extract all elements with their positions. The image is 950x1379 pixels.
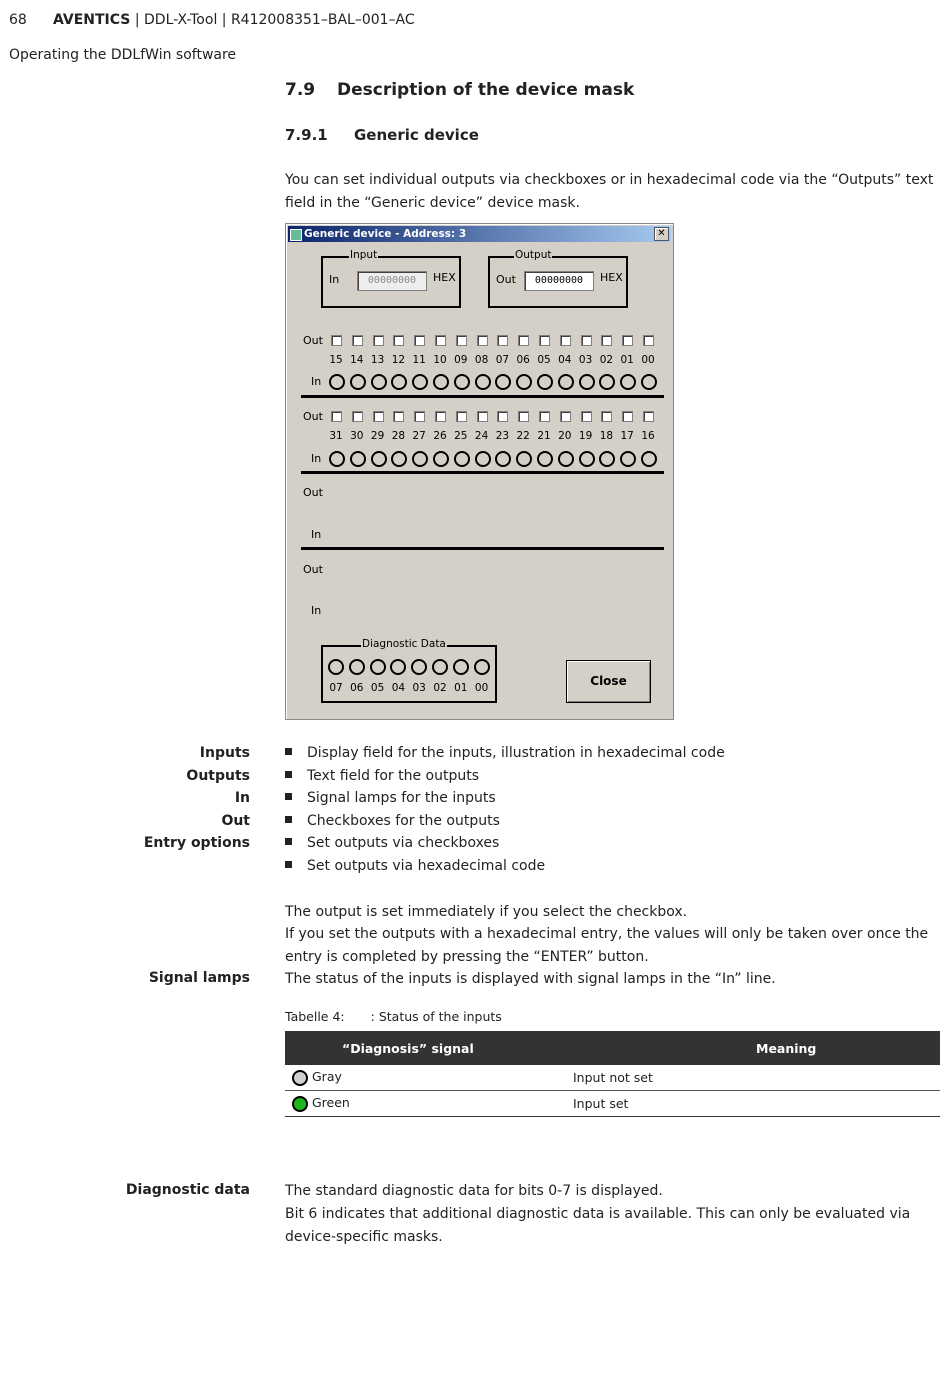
bit-number: 00: [641, 354, 655, 366]
bit-number: 14: [350, 354, 364, 366]
input-lamp-15: [329, 374, 345, 390]
output-checkbox-20[interactable]: [560, 411, 571, 422]
output-checkbox-12[interactable]: [393, 335, 404, 346]
input-lamp-08: [475, 374, 491, 390]
output-checkbox-08[interactable]: [477, 335, 488, 346]
label-in: In: [234, 790, 250, 806]
signal-lamps-text: The status of the inputs is displayed with signal lamps in the “In” line.: [285, 971, 776, 987]
input-lamp-29: [371, 451, 387, 467]
diagnostic-lamp-03: [411, 659, 427, 675]
input-lamp-24: [475, 451, 491, 467]
heading-2-text: Generic device: [354, 126, 479, 144]
label-entry-options: Entry options: [143, 835, 250, 851]
meaning-cell: Input set: [572, 1091, 940, 1117]
bit-number: 28: [391, 430, 406, 442]
output-checkbox-13[interactable]: [373, 335, 384, 346]
bullet-square-icon: [285, 771, 292, 778]
generic-device-dialog: [285, 223, 674, 720]
input-hex-display: 00000000: [357, 271, 427, 291]
input-lamp-06: [516, 374, 532, 390]
output-checkbox-31[interactable]: [331, 411, 342, 422]
bit-number: 27: [412, 430, 426, 442]
section-title: Operating the DDLfWin software: [9, 47, 237, 63]
input-lamp-02: [599, 374, 615, 390]
bullet-text: Text field for the outputs: [307, 768, 480, 784]
bit-number: 15: [329, 354, 343, 366]
diagnostic-bit-number: 04: [391, 682, 406, 694]
diagnostic-bit-number: 07: [329, 682, 343, 694]
output-checkbox-28[interactable]: [393, 411, 404, 422]
bullet-text: Display field for the inputs, illustration in hexadecimal code: [307, 745, 725, 761]
label-diagnostic-data: Diagnostic data: [125, 1182, 250, 1198]
input-group-label: Input: [350, 249, 378, 261]
dialog-titlebar: [288, 226, 671, 242]
entry-text-2: If you set the outputs with a hexadecimal entry, the values will only be taken over once the entry is completed by pressing the “ENTER” button.: [285, 926, 929, 965]
output-checkbox-21[interactable]: [539, 411, 550, 422]
input-lamp-27: [412, 451, 428, 467]
output-checkbox-25[interactable]: [456, 411, 467, 422]
input-lamp-07: [495, 374, 511, 390]
brand-name: AVENTICS: [53, 12, 131, 28]
bullet-square-icon: [285, 793, 292, 800]
bullet-square-icon: [285, 838, 292, 845]
row-out-label: Out: [303, 334, 323, 347]
bullet-item: [285, 745, 725, 761]
dialog-title: Generic device - Address: 3: [304, 228, 467, 240]
row-out-label: Out: [303, 486, 323, 499]
bit-number: 17: [620, 430, 634, 442]
bit-number: 19: [578, 430, 593, 442]
diagnostic-bit-number: 03: [412, 682, 426, 694]
output-checkbox-00[interactable]: [643, 335, 654, 346]
table-row: [285, 1091, 940, 1117]
heading-1: [285, 80, 634, 100]
input-lamp-13: [371, 374, 387, 390]
doc-reference: | DDL-X-Tool | R412008351–BAL–001–AC: [130, 12, 415, 28]
diagnostic-bit-number: 00: [474, 682, 489, 694]
table-caption-text: : Status of the inputs: [370, 1009, 502, 1024]
output-hex-label: HEX: [600, 271, 623, 284]
bullet-square-icon: [285, 861, 292, 868]
output-checkbox-05[interactable]: [539, 335, 550, 346]
output-checkbox-29[interactable]: [373, 411, 384, 422]
output-checkbox-27[interactable]: [414, 411, 425, 422]
output-checkbox-30[interactable]: [352, 411, 363, 422]
bullet-item: [285, 858, 545, 874]
bit-number: 05: [537, 354, 551, 366]
bit-number: 26: [433, 430, 447, 442]
bullet-item: [285, 813, 500, 829]
input-lamp-26: [433, 451, 449, 467]
bit-number: 06: [516, 354, 530, 366]
output-checkbox-18[interactable]: [601, 411, 612, 422]
bullet-item: [285, 790, 496, 806]
output-checkbox-22[interactable]: [518, 411, 529, 422]
column-header-signal: “Diagnosis” signal: [285, 1031, 572, 1065]
bit-number: 31: [329, 430, 343, 442]
row-in-label: In: [311, 375, 322, 388]
bullet-square-icon: [285, 748, 292, 755]
input-lamp-23: [495, 451, 511, 467]
output-checkbox-15[interactable]: [331, 335, 342, 346]
bit-number: 02: [599, 354, 614, 366]
output-group: [488, 249, 628, 308]
output-checkbox-26[interactable]: [435, 411, 446, 422]
input-lamp-04: [558, 374, 574, 390]
input-lamp-31: [329, 451, 345, 467]
diagnostic-bit-number: 05: [370, 682, 385, 694]
bullet-square-icon: [285, 816, 292, 823]
bit-number: 09: [454, 354, 468, 366]
input-hex-label: HEX: [433, 271, 456, 284]
bit-number: 01: [620, 354, 634, 366]
signal-name: Green: [312, 1095, 350, 1111]
diagnostic-bit-number: 01: [454, 682, 468, 694]
diagnostic-lamp-04: [390, 659, 406, 675]
input-lamp-05: [537, 374, 553, 390]
input-lamp-25: [454, 451, 470, 467]
heading-1-number: 7.9: [285, 80, 316, 100]
bit-number: 07: [495, 354, 510, 366]
output-checkbox-24[interactable]: [477, 411, 488, 422]
heading-2: [285, 126, 479, 144]
input-lamp-11: [412, 374, 428, 390]
bullet-text: Set outputs via hexadecimal code: [307, 858, 546, 874]
label-out: Out: [221, 813, 250, 829]
bullet-text: Set outputs via checkboxes: [307, 835, 500, 851]
input-lamp-03: [579, 374, 595, 390]
meaning-cell: Input not set: [572, 1065, 940, 1091]
output-checkbox-11[interactable]: [414, 335, 425, 346]
input-lamp-30: [350, 451, 366, 467]
row-out-label: Out: [303, 410, 323, 423]
diagnostic-lamp-00: [474, 659, 490, 675]
out-label: Out: [496, 273, 516, 286]
app-icon: [290, 229, 302, 241]
output-checkbox-19[interactable]: [581, 411, 592, 422]
close-icon[interactable]: ✕: [654, 227, 669, 241]
in-label: In: [329, 273, 340, 286]
input-status-table: [285, 1031, 940, 1117]
bit-number: 24: [474, 430, 489, 442]
input-lamp-17: [620, 451, 636, 467]
diagnostic-group-label: Diagnostic Data: [362, 638, 446, 650]
heading-1-text: Description of the device mask: [337, 80, 635, 100]
divider: [301, 395, 664, 398]
bit-number: 25: [454, 430, 468, 442]
page-header: [9, 12, 415, 28]
label-signal-lamps: Signal lamps: [148, 970, 250, 986]
bit-number: 22: [516, 430, 530, 442]
input-lamp-09: [454, 374, 470, 390]
input-lamp-20: [558, 451, 574, 467]
bullet-text: Signal lamps for the inputs: [307, 790, 496, 806]
input-lamp-10: [433, 374, 449, 390]
output-checkbox-09[interactable]: [456, 335, 467, 346]
input-group: [321, 249, 461, 308]
output-checkbox-01[interactable]: [622, 335, 633, 346]
gray-lamp-icon: [292, 1070, 308, 1086]
diagnostic-text-2: Bit 6 indicates that additional diagnostic data is available. This can only be evaluated via device-specific masks.: [285, 1206, 911, 1245]
diagnostic-bit-number: 06: [350, 682, 364, 694]
divider: [301, 547, 664, 550]
heading-2-number: 7.9.1: [285, 126, 328, 144]
output-checkbox-17[interactable]: [622, 411, 633, 422]
column-header-meaning: Meaning: [572, 1031, 940, 1065]
table-caption-label: Tabelle 4:: [285, 1009, 345, 1024]
row-in-label: In: [311, 604, 322, 617]
output-checkbox-02[interactable]: [601, 335, 612, 346]
row-in-label: In: [311, 528, 322, 541]
output-checkbox-03[interactable]: [581, 335, 592, 346]
table-header-row: [285, 1031, 940, 1065]
page-number: 68: [9, 12, 27, 28]
input-lamp-28: [391, 451, 407, 467]
diagnostic-lamp-07: [328, 659, 344, 675]
bit-number: 08: [474, 354, 489, 366]
bit-number: 18: [599, 430, 614, 442]
diagnostic-lamp-05: [370, 659, 386, 675]
input-lamp-00: [641, 374, 657, 390]
input-lamp-19: [579, 451, 595, 467]
bullet-item: [285, 835, 499, 851]
output-checkbox-06[interactable]: [518, 335, 529, 346]
bullet-item: [285, 768, 479, 784]
row-in-label: In: [311, 452, 322, 465]
output-checkbox-07[interactable]: [497, 335, 508, 346]
bit-number: 12: [391, 354, 406, 366]
diagnostic-data-group: [321, 638, 497, 703]
input-lamp-01: [620, 374, 636, 390]
green-lamp-icon: [292, 1096, 308, 1112]
output-checkbox-23[interactable]: [497, 411, 508, 422]
close-button[interactable]: Close: [566, 660, 651, 703]
output-checkbox-10[interactable]: [435, 335, 446, 346]
input-lamp-14: [350, 374, 366, 390]
diagnostic-lamp-01: [453, 659, 469, 675]
input-lamp-12: [391, 374, 407, 390]
bit-number: 10: [433, 354, 447, 366]
output-checkbox-04[interactable]: [560, 335, 571, 346]
diagnostic-bit-number: 02: [433, 682, 447, 694]
bullet-text: Checkboxes for the outputs: [307, 813, 500, 829]
table-caption: [285, 1009, 502, 1024]
bit-number: 29: [370, 430, 385, 442]
bit-number: 11: [412, 354, 426, 366]
signal-cell: [285, 1065, 572, 1091]
output-hex-field[interactable]: 00000000: [524, 271, 594, 291]
output-group-label: Output: [515, 249, 552, 261]
diagnostic-text-1: The standard diagnostic data for bits 0-7 is displayed.: [285, 1183, 663, 1199]
bit-number: 13: [370, 354, 385, 366]
intro-paragraph: You can set individual outputs via checkboxes or in hexadecimal code via the “Outputs” text field in the “Generic device” device mask.: [285, 172, 934, 211]
bit-number: 23: [495, 430, 510, 442]
bit-number: 03: [578, 354, 593, 366]
output-checkbox-16[interactable]: [643, 411, 654, 422]
output-checkbox-14[interactable]: [352, 335, 363, 346]
bit-number: 16: [641, 430, 655, 442]
label-outputs: Outputs: [186, 768, 250, 784]
signal-name: Gray: [312, 1069, 342, 1085]
signal-cell: [285, 1091, 572, 1117]
input-lamp-22: [516, 451, 532, 467]
table-row: [285, 1065, 940, 1091]
input-lamp-21: [537, 451, 553, 467]
bit-number: 21: [537, 430, 551, 442]
diagnostic-lamp-02: [432, 659, 448, 675]
bit-number: 30: [350, 430, 364, 442]
label-inputs: Inputs: [199, 745, 250, 761]
bit-number: 04: [558, 354, 572, 366]
bit-number: 20: [558, 430, 572, 442]
diagnostic-lamp-06: [349, 659, 365, 675]
row-out-label: Out: [303, 563, 323, 576]
input-lamp-18: [599, 451, 615, 467]
input-lamp-16: [641, 451, 657, 467]
divider: [301, 471, 664, 474]
entry-text-1: The output is set immediately if you select the checkbox.: [285, 904, 688, 920]
